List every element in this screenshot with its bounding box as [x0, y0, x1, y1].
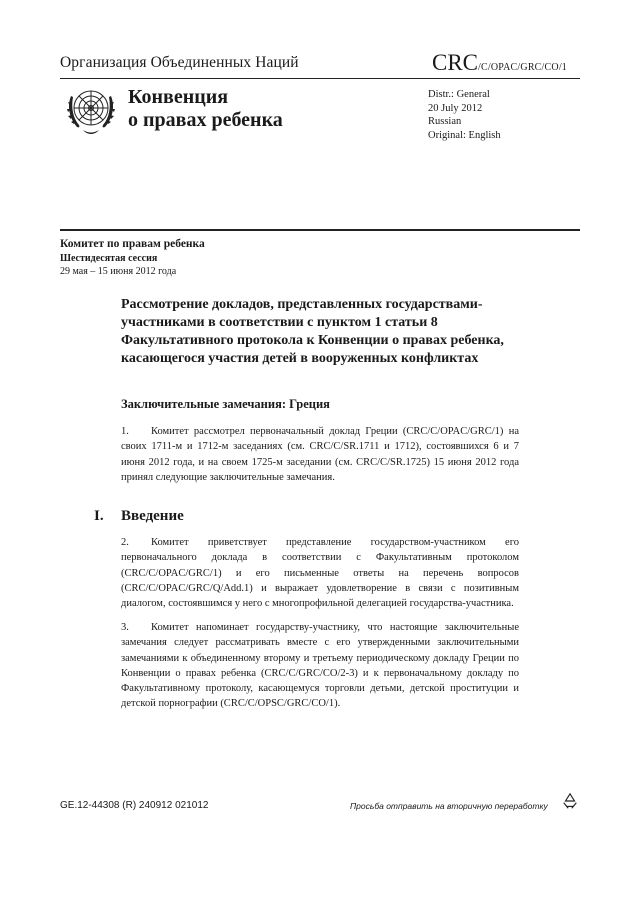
- paragraph-text: Комитет рассмотрел первоначальный доклад Греции (CRC/C/OPAC/GRC/1) на своих 1711-м и 1712-м заседаниях (см. CRC/C/SR.1711 и 1712), состоявшихся 6 и 7 июня 2012 года, и на своем 1725-м заседании (см. CRC/C/SR.1725) 15 июня 2012 года принял следующие заключительные замечания.: [121, 426, 519, 483]
- section-rule: [60, 229, 580, 231]
- convention-title-line1: Конвенция: [128, 86, 229, 108]
- header-rule: [60, 78, 580, 79]
- distr-line: Distr.: General: [428, 89, 490, 100]
- distr-language: Russian: [428, 116, 462, 127]
- recycle-icon: [561, 792, 579, 810]
- paragraph-text: Комитет приветствует представление государством-участником его первоначального доклада в соответствии с Факультативным протоколом (CRC/C/OPAC/GRC/1) и его письменные ответы на перечень вопросов (CRC/C/OPAC/GRC/Q/Add.1) и выражает удовлетворение в связи с позитивным диалогом, состоявшимся у него с многопрофильной делегацией государства-участника.: [121, 537, 519, 610]
- distr-date: 20 July 2012: [428, 102, 483, 114]
- distribution-block: [428, 88, 501, 142]
- document-subtitle: Заключительные замечания: Греция: [121, 397, 330, 411]
- un-emblem-icon: [63, 82, 119, 138]
- document-code: GE.12-44308 (R) 240912 021012: [60, 800, 209, 811]
- paragraph-number: 2.: [121, 537, 129, 548]
- paragraph-1: [121, 424, 519, 485]
- committee-name: Комитет по правам ребенка: [60, 238, 205, 250]
- organization-name: Организация Объединенных Наций: [60, 54, 299, 71]
- document-symbol: [432, 50, 567, 76]
- recycle-note: Просьба отправить на вторичную переработку: [350, 801, 548, 811]
- convention-title-line2: о правах ребенка: [128, 109, 283, 131]
- symbol-suffix: /C/OPAC/GRC/CO/1: [478, 62, 568, 73]
- paragraph-number: 3.: [121, 622, 129, 633]
- section-title: Введение: [121, 508, 184, 524]
- session-dates: 29 мая – 15 июня 2012 года: [60, 266, 177, 277]
- session-name: Шестидесятая сессия: [60, 253, 158, 264]
- distr-original: Original: English: [428, 129, 501, 141]
- document-title: Рассмотрение докладов, представленных государствами-участниками в соответствии с пунктом 1 статьи 8 Факультативного протокола к Конвенции о правах ребенка, касающегося участия детей в вооруженных конфликтах: [121, 297, 504, 366]
- paragraph-2: [121, 535, 519, 611]
- convention-title: [128, 86, 283, 132]
- symbol-main: CRC: [432, 50, 479, 75]
- paragraph-number: 1.: [121, 426, 129, 437]
- paragraph-text: Комитет напоминает государству-участнику, что настоящие заключительные замечания следует рассматривать вместе с его утвержденными заключительными замечаниями к объединенному второму и третьему периодическому докладу Греции по Конвенции о правах ребенка (CRC/C/GRC/CO/2-3) и к первоначальному докладу по Факультативному протоколу, касающемуся торговли детьми, детской проституции и детской порнографии (CRC/C/OPSC/GRC/CO/1).: [121, 622, 519, 710]
- section-number: I.: [94, 508, 104, 524]
- paragraph-3: [121, 620, 519, 712]
